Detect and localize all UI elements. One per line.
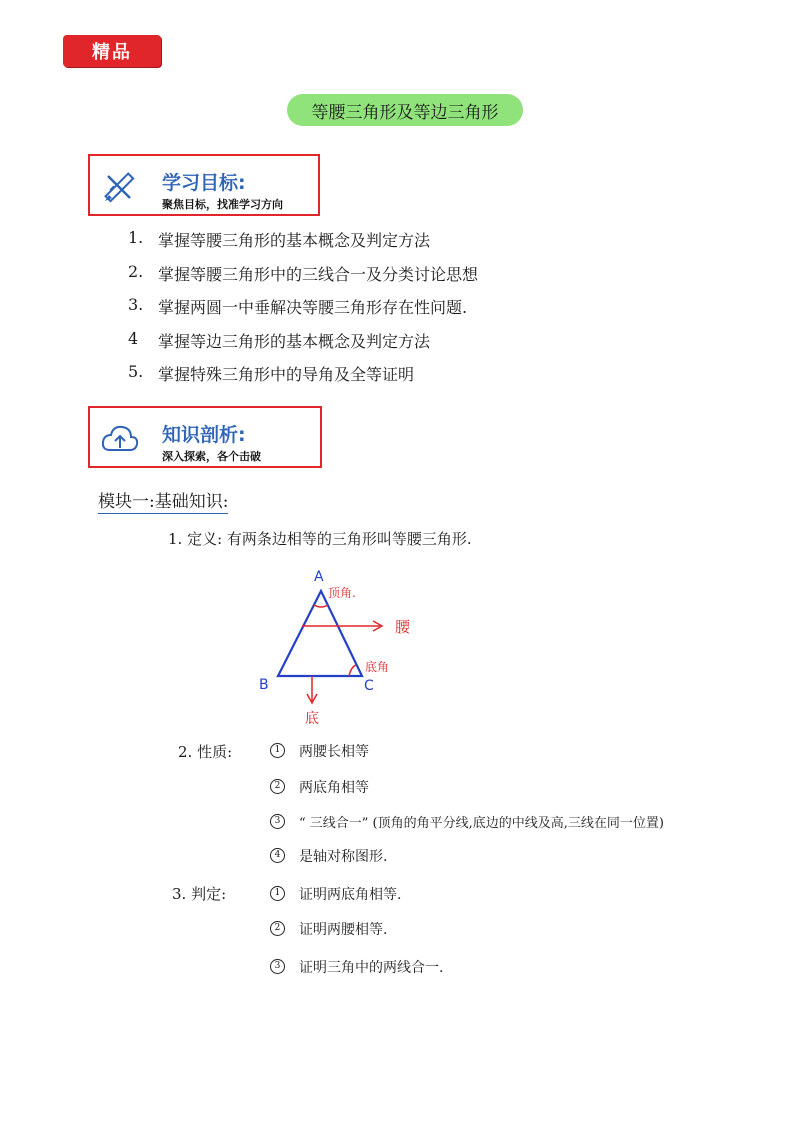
goal-text: 掌握两圆一中垂解决等腰三角形存在性问题. bbox=[158, 298, 468, 317]
property-item bbox=[270, 846, 387, 866]
knowledge-section-header bbox=[88, 406, 322, 468]
base-label: 底 bbox=[305, 711, 319, 727]
goal-text: 掌握等边三角形的基本概念及判定方法 bbox=[158, 331, 431, 351]
pencil-ruler-icon bbox=[100, 168, 138, 206]
property-text: 是轴对称图形. bbox=[299, 849, 388, 865]
judgement-text: 证明两腰相等. bbox=[299, 922, 388, 938]
goal-number: 4 bbox=[128, 328, 139, 348]
goals-subheading: 聚焦目标，找准学习方向 bbox=[162, 198, 283, 211]
item-number: 3 bbox=[270, 814, 285, 829]
module-title: 模块一:基础知识: bbox=[98, 487, 228, 514]
definition-text: 1. 定义: 有两条边相等的三角形叫等腰三角形. bbox=[168, 530, 472, 548]
property-text: 两腰长相等 bbox=[299, 744, 369, 760]
goal-text: 掌握特殊三角形中的导角及全等证明 bbox=[158, 365, 415, 384]
item-number: 2 bbox=[270, 779, 285, 794]
judgement-item bbox=[270, 884, 401, 904]
leg-label: 腰 bbox=[395, 618, 411, 636]
vertex-a-label: A bbox=[314, 569, 324, 585]
properties-label: 2. 性质: bbox=[178, 743, 233, 761]
judgement-label: 3. 判定: bbox=[172, 885, 227, 903]
item-number: 1 bbox=[270, 743, 285, 758]
property-text: 两底角相等 bbox=[299, 780, 369, 796]
brand-logo bbox=[63, 35, 161, 67]
judgement-text: 证明三角中的两线合一. bbox=[299, 960, 444, 976]
goal-item bbox=[128, 228, 478, 262]
property-item bbox=[270, 812, 664, 831]
knowledge-subheading: 深入探索，各个击破 bbox=[162, 450, 261, 463]
item-number: 1 bbox=[270, 886, 285, 901]
goal-item bbox=[128, 295, 478, 329]
property-text: “ 三线合一” (顶角的角平分线,底边的中线及高,三线在同一位置) bbox=[299, 816, 664, 831]
goal-number: 2. bbox=[128, 261, 144, 281]
page-title bbox=[287, 94, 523, 126]
item-number: 4 bbox=[270, 848, 285, 863]
goal-number: 3. bbox=[128, 295, 144, 314]
isosceles-triangle-figure bbox=[250, 563, 430, 737]
goal-text: 掌握等腰三角形的基本概念及判定方法 bbox=[158, 231, 431, 250]
triangle-shape bbox=[278, 591, 362, 676]
brand-logo-text: 精品 bbox=[92, 42, 132, 63]
page-title-text: 等腰三角形及等边三角形 bbox=[311, 102, 499, 123]
goal-text: 掌握等腰三角形中的三线合一及分类讨论思想 bbox=[158, 264, 479, 284]
goals-list bbox=[128, 228, 478, 396]
property-item bbox=[270, 777, 369, 797]
goal-item bbox=[128, 262, 478, 296]
judgement-item bbox=[270, 957, 443, 977]
judgement-text: 证明两底角相等. bbox=[299, 887, 402, 903]
item-number: 3 bbox=[270, 959, 285, 974]
top-angle-label: 顶角. bbox=[328, 586, 356, 600]
goal-item bbox=[128, 329, 478, 363]
item-number: 2 bbox=[270, 921, 285, 936]
base-angle-label: 底角 bbox=[365, 660, 390, 674]
knowledge-heading: 知识剖析: bbox=[162, 424, 246, 446]
goals-heading: 学习目标: bbox=[162, 172, 246, 194]
vertex-b-label: B bbox=[259, 677, 269, 693]
vertex-c-label: C bbox=[364, 678, 374, 694]
property-item bbox=[270, 741, 369, 761]
goal-number: 1. bbox=[128, 228, 144, 247]
judgement-item bbox=[270, 919, 387, 939]
goal-item bbox=[128, 362, 478, 396]
goals-section-header bbox=[88, 154, 320, 216]
goal-number: 5. bbox=[128, 362, 144, 381]
cloud-upload-icon bbox=[100, 420, 138, 458]
